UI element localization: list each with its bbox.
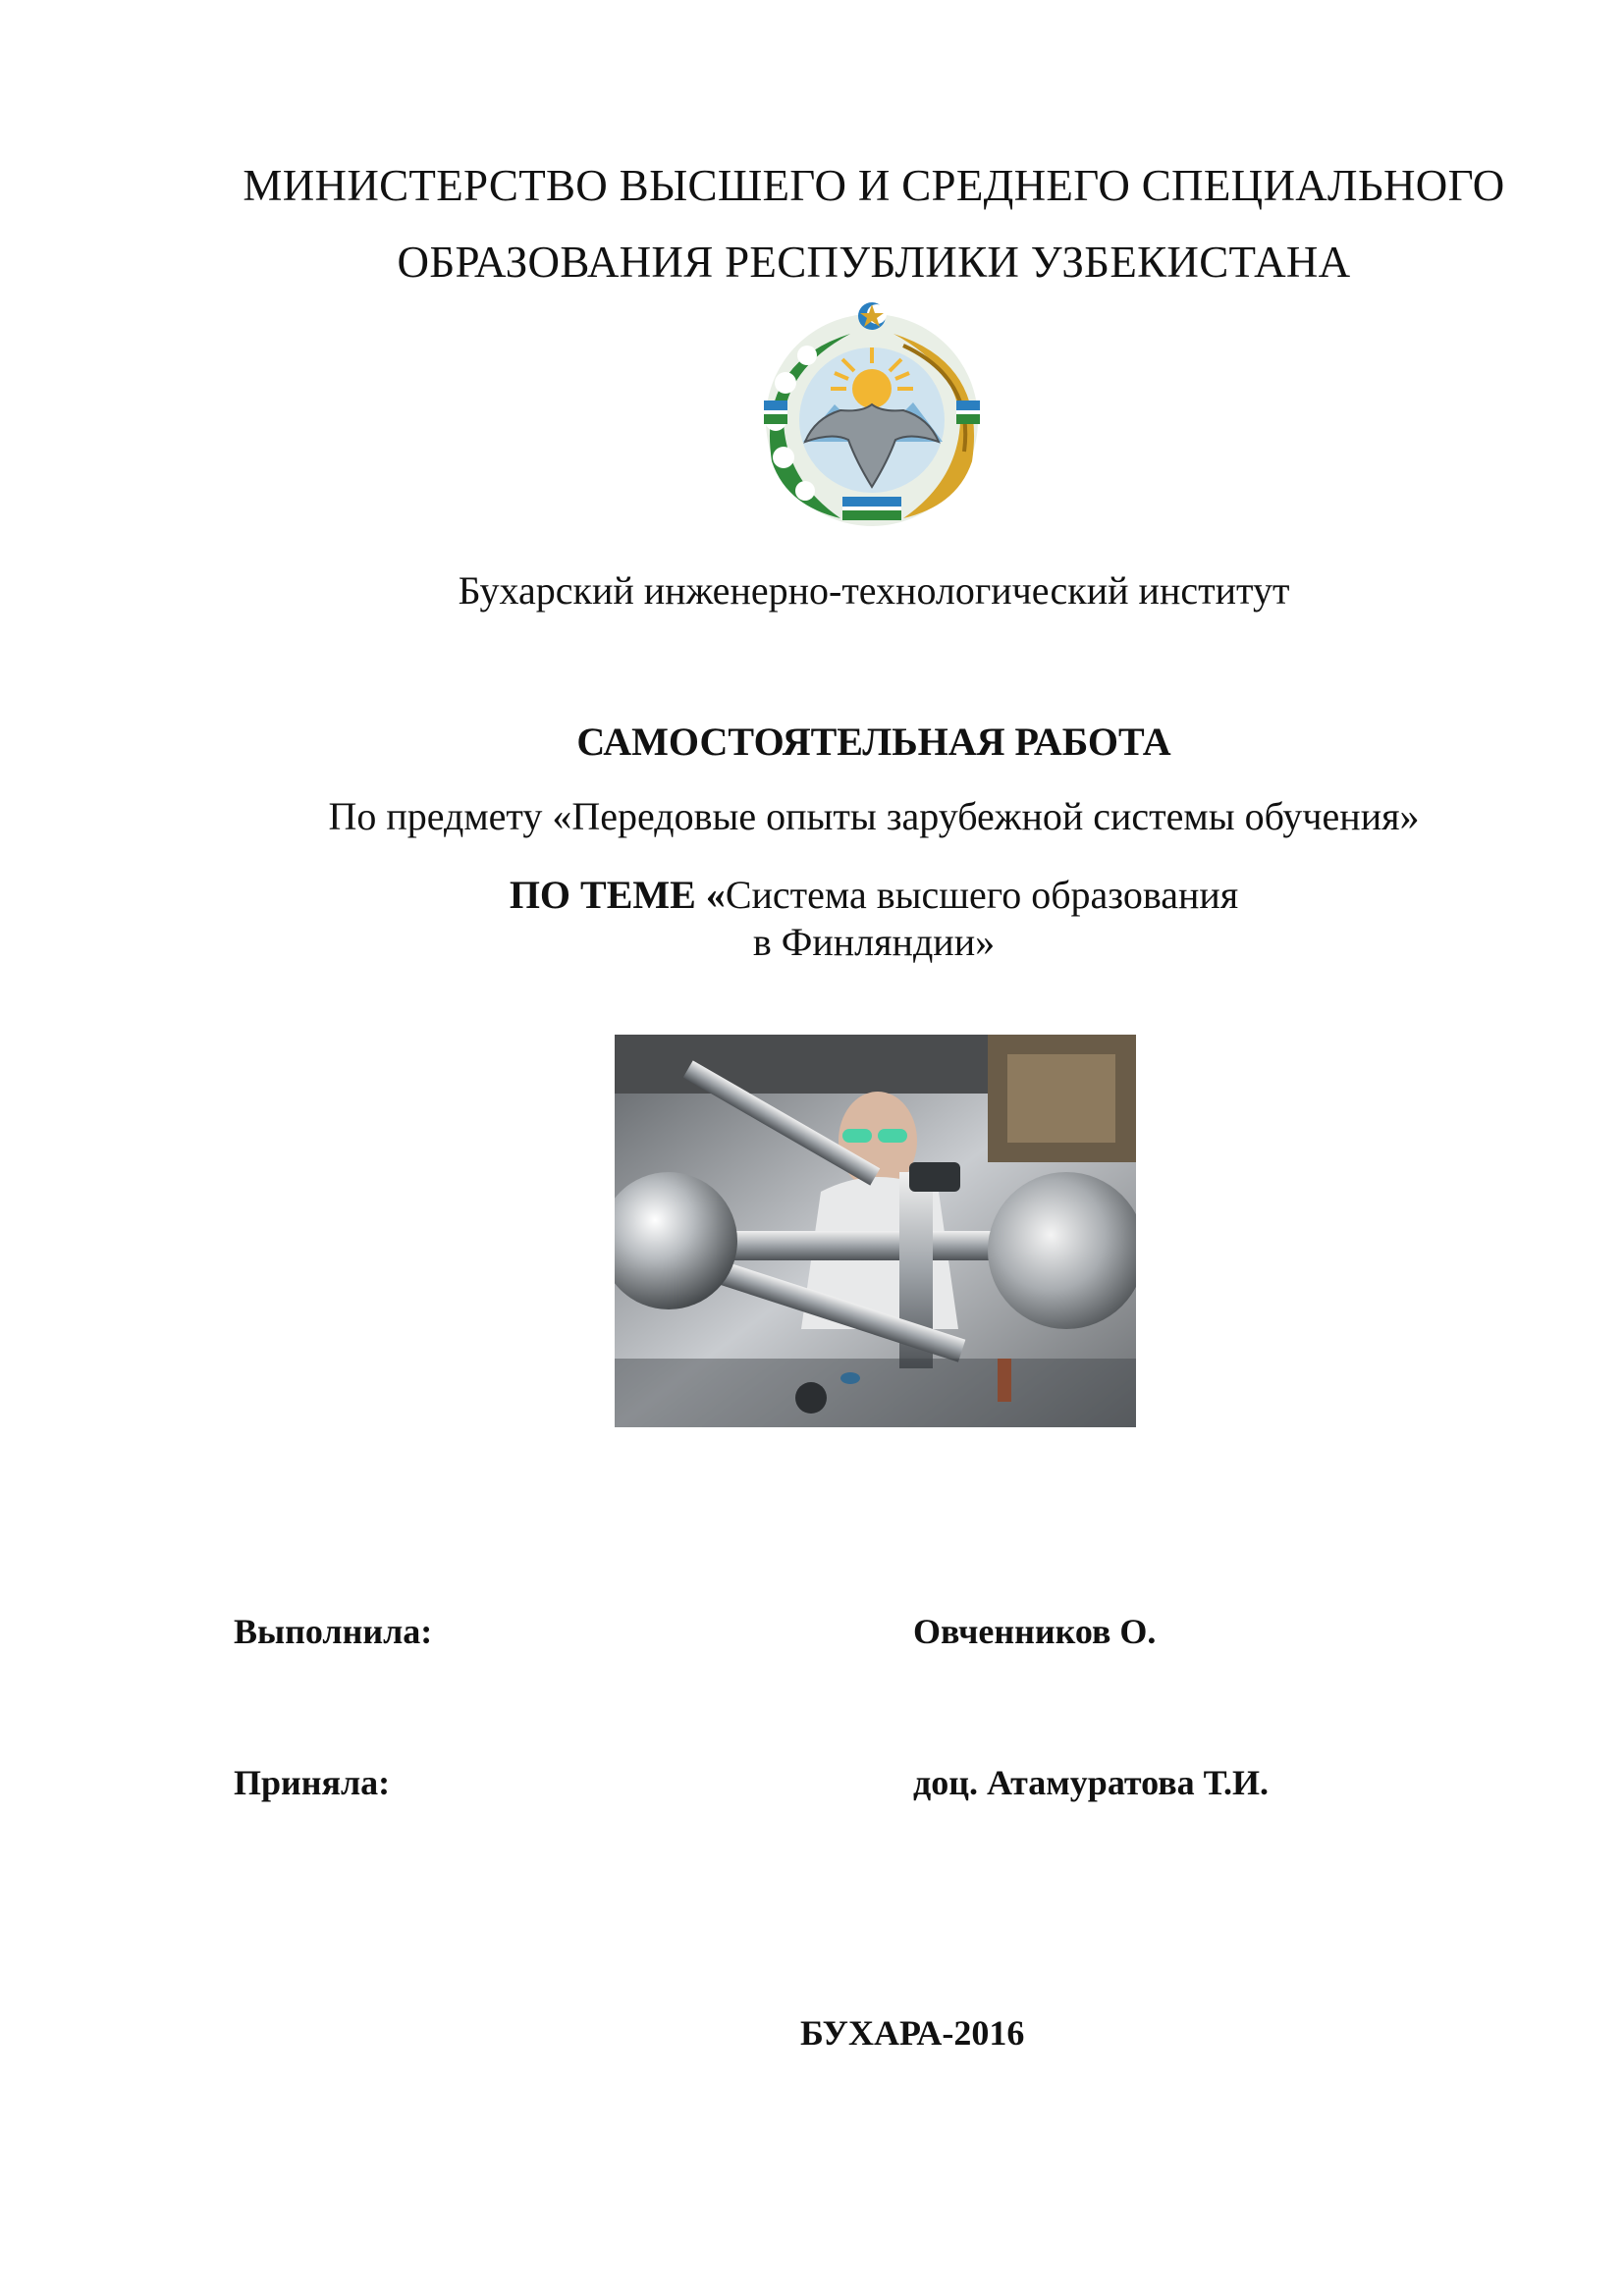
subject-line: По предмету «Передовые опыты зарубежной системы обучения» xyxy=(328,794,1420,838)
ministry-line-2: ОБРАЗОВАНИЯ РЕСПУБЛИКИ УЗБЕКИСТАНА xyxy=(397,238,1351,287)
institute-name: Бухарский инженерно-технологический институт xyxy=(458,568,1290,613)
ministry-line-1: МИНИСТЕРСТВО ВЫСШЕГО И СРЕДНЕГО СПЕЦИАЛЬНОГО xyxy=(243,161,1505,210)
topic-line-1 xyxy=(0,872,1624,919)
topic-text-1: Система высшего образования xyxy=(725,873,1239,917)
topic-block xyxy=(0,872,1624,966)
accepted-name: доц. Атамуратова Т.И. xyxy=(913,1763,1270,1802)
ministry-header xyxy=(0,147,1624,300)
city-year: БУХАРА-2016 xyxy=(800,2013,1025,2053)
accepted-label: Приняла: xyxy=(234,1763,391,1802)
uzbekistan-state-emblem-icon xyxy=(746,294,998,530)
performed-name: Овченников О. xyxy=(913,1612,1157,1651)
work-title: САМОСТОЯТЕЛЬНАЯ РАБОТА xyxy=(576,720,1171,764)
topic-label: ПО ТЕМЕ « xyxy=(509,873,726,917)
topic-line-2: в Финляндии» xyxy=(752,920,996,964)
laboratory-photo xyxy=(615,1035,1136,1427)
laboratory-vacuum-equipment-photo xyxy=(615,1035,1136,1427)
performed-label: Выполнила: xyxy=(234,1612,433,1651)
